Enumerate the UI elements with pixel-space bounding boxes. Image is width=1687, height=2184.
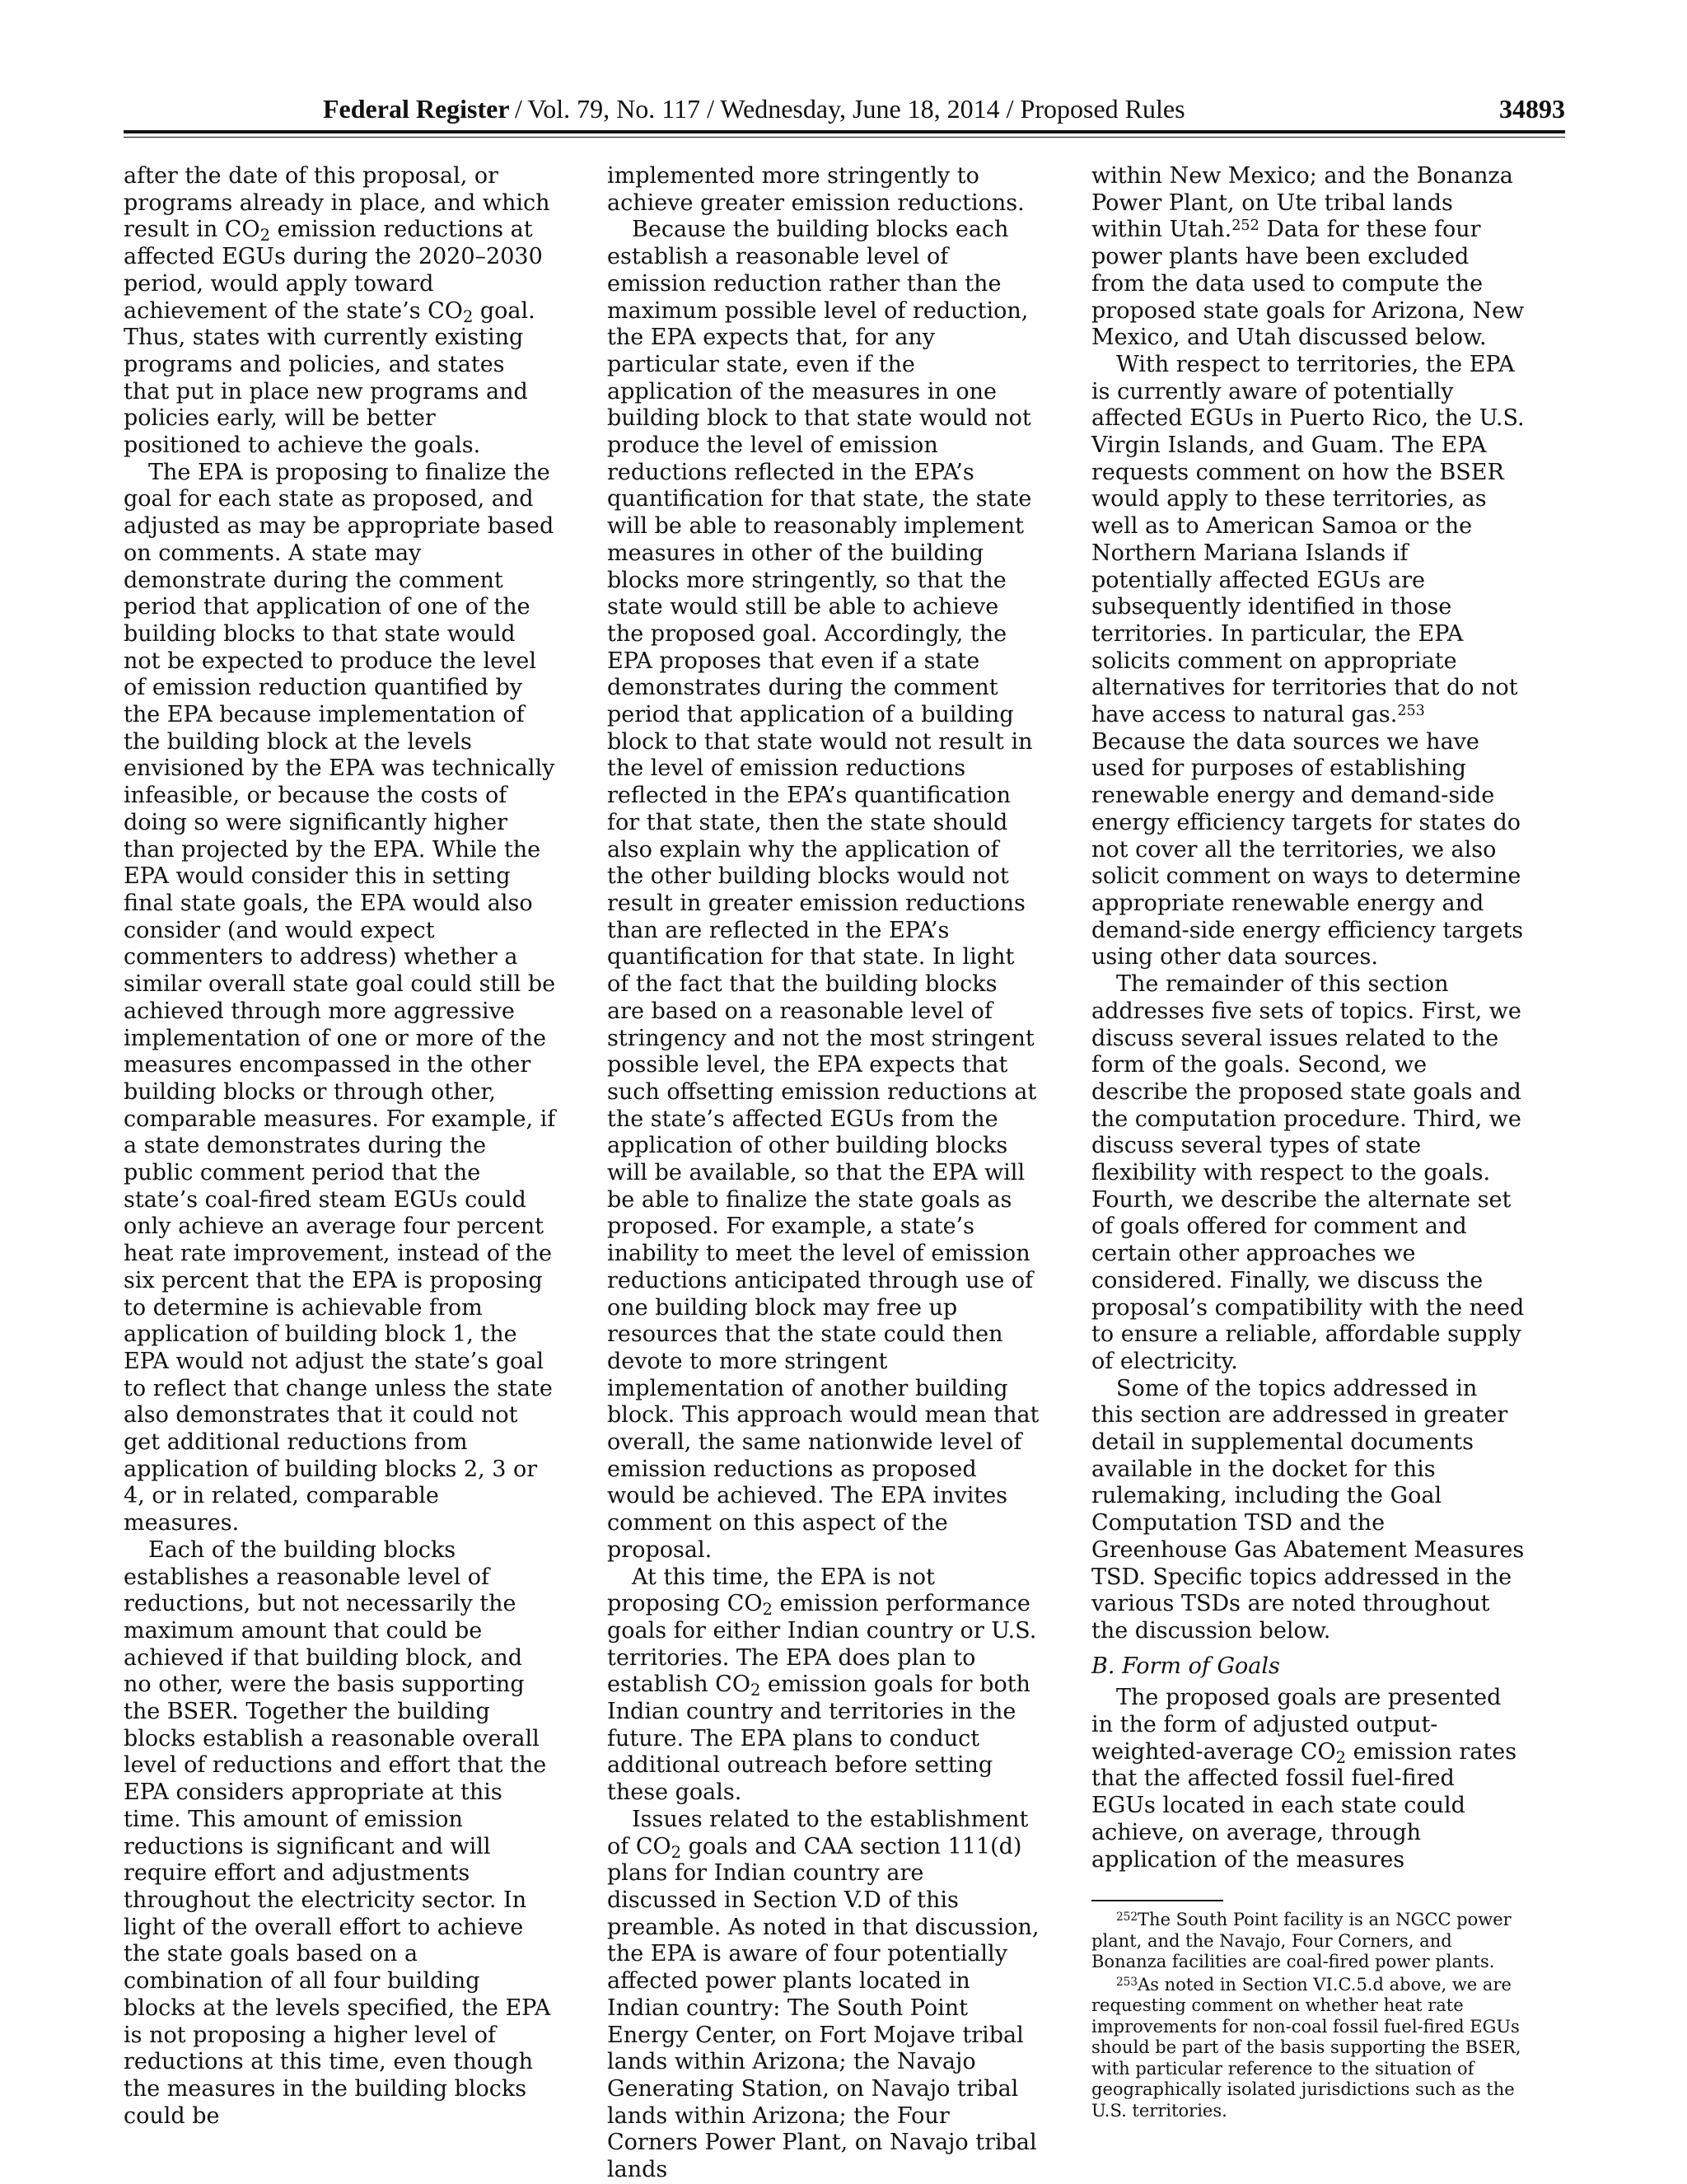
text-run: The proposed goals are presented in the form of adjusted output-weighted-average CO — [1091, 1685, 1502, 1765]
column-3 — [1091, 163, 1525, 2121]
paragraph — [607, 1564, 1040, 1807]
paragraph: Because the building blocks each establish a reasonable level of emission reduction rather than the maximum possible level of reduction, the EPA expects that, for any particular state, even if the application of the measures in one building block to that state would not produce the level of emission reductions reflected in the EPA’s quantification for that state, the state will be able to reasonably implement measures in other of the building blocks more stringently, so that the state would still be able to achieve the proposed goal. Accordingly, the EPA proposes that even if a state demonstrates during the comment period that application of a building block to that state would not result in the level of emission reductions reflected in the EPA’s quantification for that state, then the state should also explain why the application of the other building blocks would not result in greater emission reductions than are reflected in the EPA’s quantification for that state. In light of the fact that the building blocks are based on a reasonable level of stringency and not the most stringent possible level, the EPA expects that such offsetting emission reductions at the state’s affected EGUs from the application of other building blocks will be available, so that the EPA will be able to finalize the state goals as proposed. For example, a state’s inability to meet the level of emission reductions anticipated through use of one building block may free up resources that the state could then devote to more stringent implementation of another building block. This approach would mean that overall, the same nationwide level of emission reductions as proposed would be achieved. The EPA invites comment on this aspect of the proposal. — [607, 217, 1040, 1563]
column-1 — [124, 163, 557, 2130]
paragraph: Each of the building blocks establishes a reasonable level of reductions, but not necessarily the maximum amount that could be achieved if that building block, and no other, were the basis supporting the BSER. Together the building blocks establish a reasonable overall level of reductions and effort that the EPA considers appropriate at this time. This amount of emission reductions is significant and will require effort and adjustments throughout the electricity sector. In light of the overall effort to achieve the state goals based on a combination of all four building blocks at the levels specified, the EPA is not proposing a higher level of reductions at this time, even though the measures in the building blocks could be — [124, 1536, 551, 2129]
paragraph — [607, 1807, 1040, 2184]
paragraph — [1091, 163, 1525, 352]
header-rule-thick — [124, 130, 1565, 133]
footnote-ref[interactable]: 252 — [1231, 217, 1259, 235]
text-run: goal. Thus, states with currently existing programs and policies, and states that put in place new programs and policies early, will be better positioned to achieve the goals. — [124, 297, 535, 459]
footnote-number: 253 — [1116, 1975, 1138, 1989]
paragraph: The EPA is proposing to finalize the goal for each state as proposed, and adjusted as may be appropriate based on comments. A state may demonstrate during the comment period that application of one of the building blocks to that state would not be expected to produce the level of emission reduction quantified by the EPA because implementation of the building block at the levels envisioned by the EPA was technically infeasible, or because the costs of doing so were significantly higher than projected by the EPA. While the EPA would consider this in setting final state goals, the EPA would also consider (and would expect commenters to address) whether a similar overall state goal could still be achieved through more aggressive implementation of one or more of the measures encompassed in the other building blocks or through other, comparable measures. For example, if a state demonstrates during the public comment period that the state’s coal-fired steam EGUs could only achieve an average four percent heat rate improvement, instead of the six percent that the EPA is proposing to determine is achievable from application of building block 1, the EPA would not adjust the state’s goal to reflect that change unless the state also demonstrates that it could not get additional reductions from application of building blocks 2, 3 or 4, or in related, comparable measures. — [124, 459, 556, 1536]
text-run: With respect to territories, the EPA is currently aware of potentially affected EGUs in Puerto Rico, the U.S. Virgin Islands, and Guam. The EPA requests comment on how the BSER would apply to these territories, as well as to American Samoa or the Northern Mariana Islands if potentially affected EGUs are subsequently identified in those territories. In particular, the EPA solicits comment on appropriate alternatives for territories that do not have access to natural gas. — [1091, 351, 1525, 728]
text-run: emission performance goals for either Indian country or U.S. territories. The EPA does plan to establish CO — [607, 1591, 1037, 1698]
text-run: emission goals for both Indian country and territories in the future. The EPA plans to conduct additional outreach before setting these goals. — [607, 1672, 1030, 1806]
paragraph — [1091, 1685, 1525, 1873]
subscript: 2 — [762, 1600, 773, 1620]
header-title: Federal Register / Vol. 79, No. 117 / Wednesday, June 18, 2014 / Proposed Rules — [323, 94, 1185, 124]
column-2 — [607, 163, 1040, 2184]
paragraph: The remainder of this section addresses five sets of topics. First, we discuss several issues related to the form of the goals. Second, we describe the proposed state goals and the computation procedure. Third, we discuss several types of state flexibility with respect to the goals. Fourth, we describe the alternate set of goals offered for comment and certain other approaches we considered. Finally, we discuss the proposal’s compatibility with the need to ensure a reliable, affordable supply of electricity. — [1091, 971, 1525, 1374]
footnote-number: 252 — [1116, 1910, 1138, 1924]
footnote — [1091, 1975, 1525, 2122]
page-number: 34893 — [1499, 94, 1565, 124]
footnote-text: As noted in Section VI.C.5.d above, we are requesting comment on whether heat rate improvements for non-coal fossil fuel-fired EGUs should be part of the basis supporting the BSER, with particular reference to the situation of geographically isolated jurisdictions such as the U.S. territories. — [1091, 1974, 1521, 2121]
footnote-rule — [1091, 1900, 1223, 1901]
text-run: Because the data sources we have used for purposes of establishing renewable energy and demand-side energy efficiency targets for states do not cover all the territories, we also solicit comment on ways to determine appropriate renewable energy and demand-side energy efficiency targets using other data sources. — [1091, 728, 1524, 970]
text-run: within New Mexico; and the Bonanza Power Plant, on Ute tribal lands within Utah. — [1091, 163, 1513, 243]
subscript: 2 — [1335, 1747, 1346, 1767]
text-run: Issues related to the establishment of CO — [607, 1806, 1029, 1859]
subscript: 2 — [462, 306, 474, 326]
text-run: At this time, the EPA is not proposing CO — [607, 1564, 935, 1617]
subscript: 2 — [259, 226, 270, 246]
register-name: Federal Register — [323, 94, 510, 124]
footnote-text: The South Point facility is an NGCC power plant, and the Navajo, Four Corners, and Bonanza facilities are coal-fired power plants. — [1091, 1910, 1512, 1972]
text-run: Data for these four power plants have been excluded from the data used to compute the proposed state goals for Arizona, New Mexico, and Utah discussed below. — [1091, 217, 1525, 351]
paragraph — [124, 163, 557, 460]
header-info: Vol. 79, No. 117 / Wednesday, June 18, 2014 / Proposed Rules — [527, 94, 1185, 124]
page-header — [124, 86, 1565, 132]
paragraph: implemented more stringently to achieve greater emission reductions. — [607, 163, 1025, 216]
section-heading: B. Form of Goals — [1091, 1653, 1280, 1679]
text-run: after the date of this proposal, or programs already in place, and which result in CO — [124, 163, 550, 243]
paragraph: Some of the topics addressed in this section are addressed in greater detail in supplemental documents available in the docket for this rulemaking, including the Goal Computation TSD and the Greenhouse Gas Abatement Measures TSD. Specific topics addressed in the various TSDs are noted throughout the discussion below. — [1091, 1375, 1525, 1644]
footnote — [1091, 1910, 1525, 1973]
text-run: emission reductions at affected EGUs during the 2020–2030 period, would apply toward achievement of the state’s CO — [124, 217, 543, 324]
subscript: 2 — [671, 1842, 681, 1862]
footnote-ref[interactable]: 253 — [1397, 703, 1425, 720]
paragraph — [1091, 352, 1525, 971]
header-rule-thin — [124, 137, 1565, 138]
subscript: 2 — [750, 1681, 761, 1700]
text-run: goals and CAA section 111(d) plans for Indian country are discussed in Section V.D of this preamble. As noted in that discussion, the EPA is aware of four potentially affected power plants located in Indian country: The South Point Energy Center, on Fort Mojave tribal lands within Arizona; the Navajo Generating Station, on Navajo tribal lands within Arizona; the Four Corners Power Plant, on Navajo tribal lands — [607, 1833, 1040, 2183]
text-run: emission rates that the affected fossil fuel-fired EGUs located in each state could achieve, on average, through application of the measures — [1091, 1738, 1517, 1873]
